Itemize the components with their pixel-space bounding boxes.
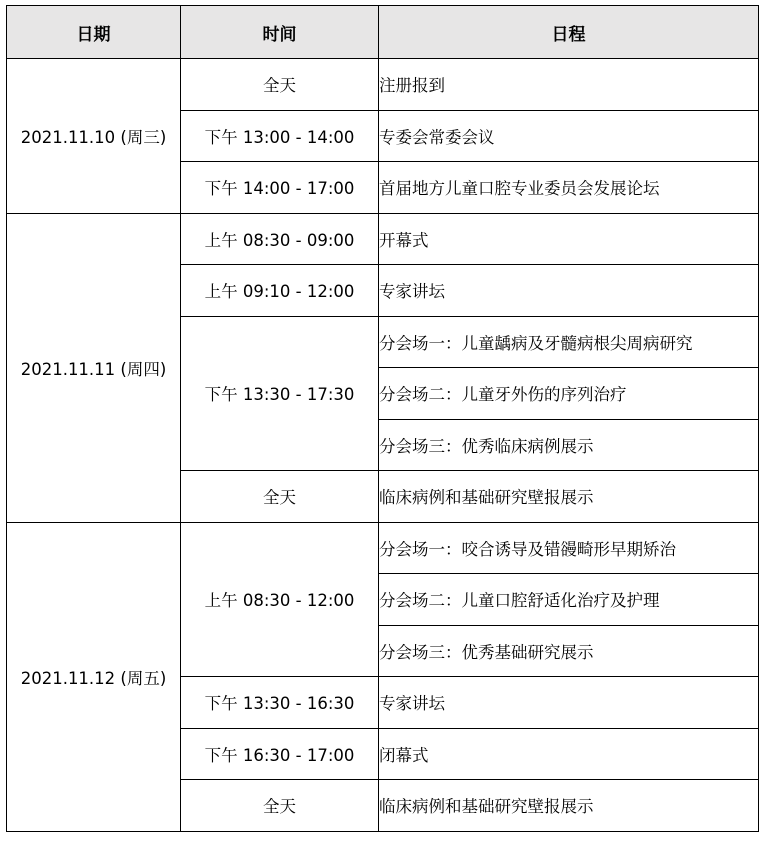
time-cell: 上午 09:10 - 12:00 (181, 265, 379, 317)
table-body (7, 59, 759, 832)
date-cell: 2021.11.12 (周五) (7, 522, 181, 831)
time-cell: 下午 13:00 - 14:00 (181, 110, 379, 162)
header-schedule: 日程 (379, 6, 759, 59)
event-cell: 注册报到 (379, 59, 759, 111)
table-row (7, 522, 759, 574)
table-row (7, 59, 759, 111)
event-cell: 开幕式 (379, 213, 759, 265)
event-cell: 专委会常委会议 (379, 110, 759, 162)
time-cell: 下午 13:30 - 17:30 (181, 316, 379, 471)
event-cell: 分会场三：优秀基础研究展示 (379, 625, 759, 677)
event-cell: 闭幕式 (379, 728, 759, 780)
event-cell: 分会场二：儿童牙外伤的序列治疗 (379, 368, 759, 420)
table-header (7, 6, 759, 59)
time-cell: 全天 (181, 780, 379, 832)
time-cell: 下午 14:00 - 17:00 (181, 162, 379, 214)
event-cell: 分会场三：优秀临床病例展示 (379, 419, 759, 471)
time-cell: 下午 13:30 - 16:30 (181, 677, 379, 729)
time-cell: 上午 08:30 - 09:00 (181, 213, 379, 265)
time-cell: 上午 08:30 - 12:00 (181, 522, 379, 677)
time-cell: 下午 16:30 - 17:00 (181, 728, 379, 780)
event-cell: 专家讲坛 (379, 265, 759, 317)
header-row (7, 6, 759, 59)
event-cell: 分会场一：咬合诱导及错䜱畸形早期矫治 (379, 522, 759, 574)
event-cell: 分会场一：儿童龋病及牙髓病根尖周病研究 (379, 316, 759, 368)
event-cell: 分会场二：儿童口腔舒适化治疗及护理 (379, 574, 759, 626)
header-time: 时间 (181, 6, 379, 59)
date-cell: 2021.11.10 (周三) (7, 59, 181, 214)
date-cell: 2021.11.11 (周四) (7, 213, 181, 522)
schedule-table (6, 5, 759, 832)
header-date: 日期 (7, 6, 181, 59)
event-cell: 临床病例和基础研究壁报展示 (379, 780, 759, 832)
time-cell: 全天 (181, 59, 379, 111)
event-cell: 首届地方儿童口腔专业委员会发展论坛 (379, 162, 759, 214)
table-row (7, 213, 759, 265)
time-cell: 全天 (181, 471, 379, 523)
event-cell: 专家讲坛 (379, 677, 759, 729)
event-cell: 临床病例和基础研究壁报展示 (379, 471, 759, 523)
